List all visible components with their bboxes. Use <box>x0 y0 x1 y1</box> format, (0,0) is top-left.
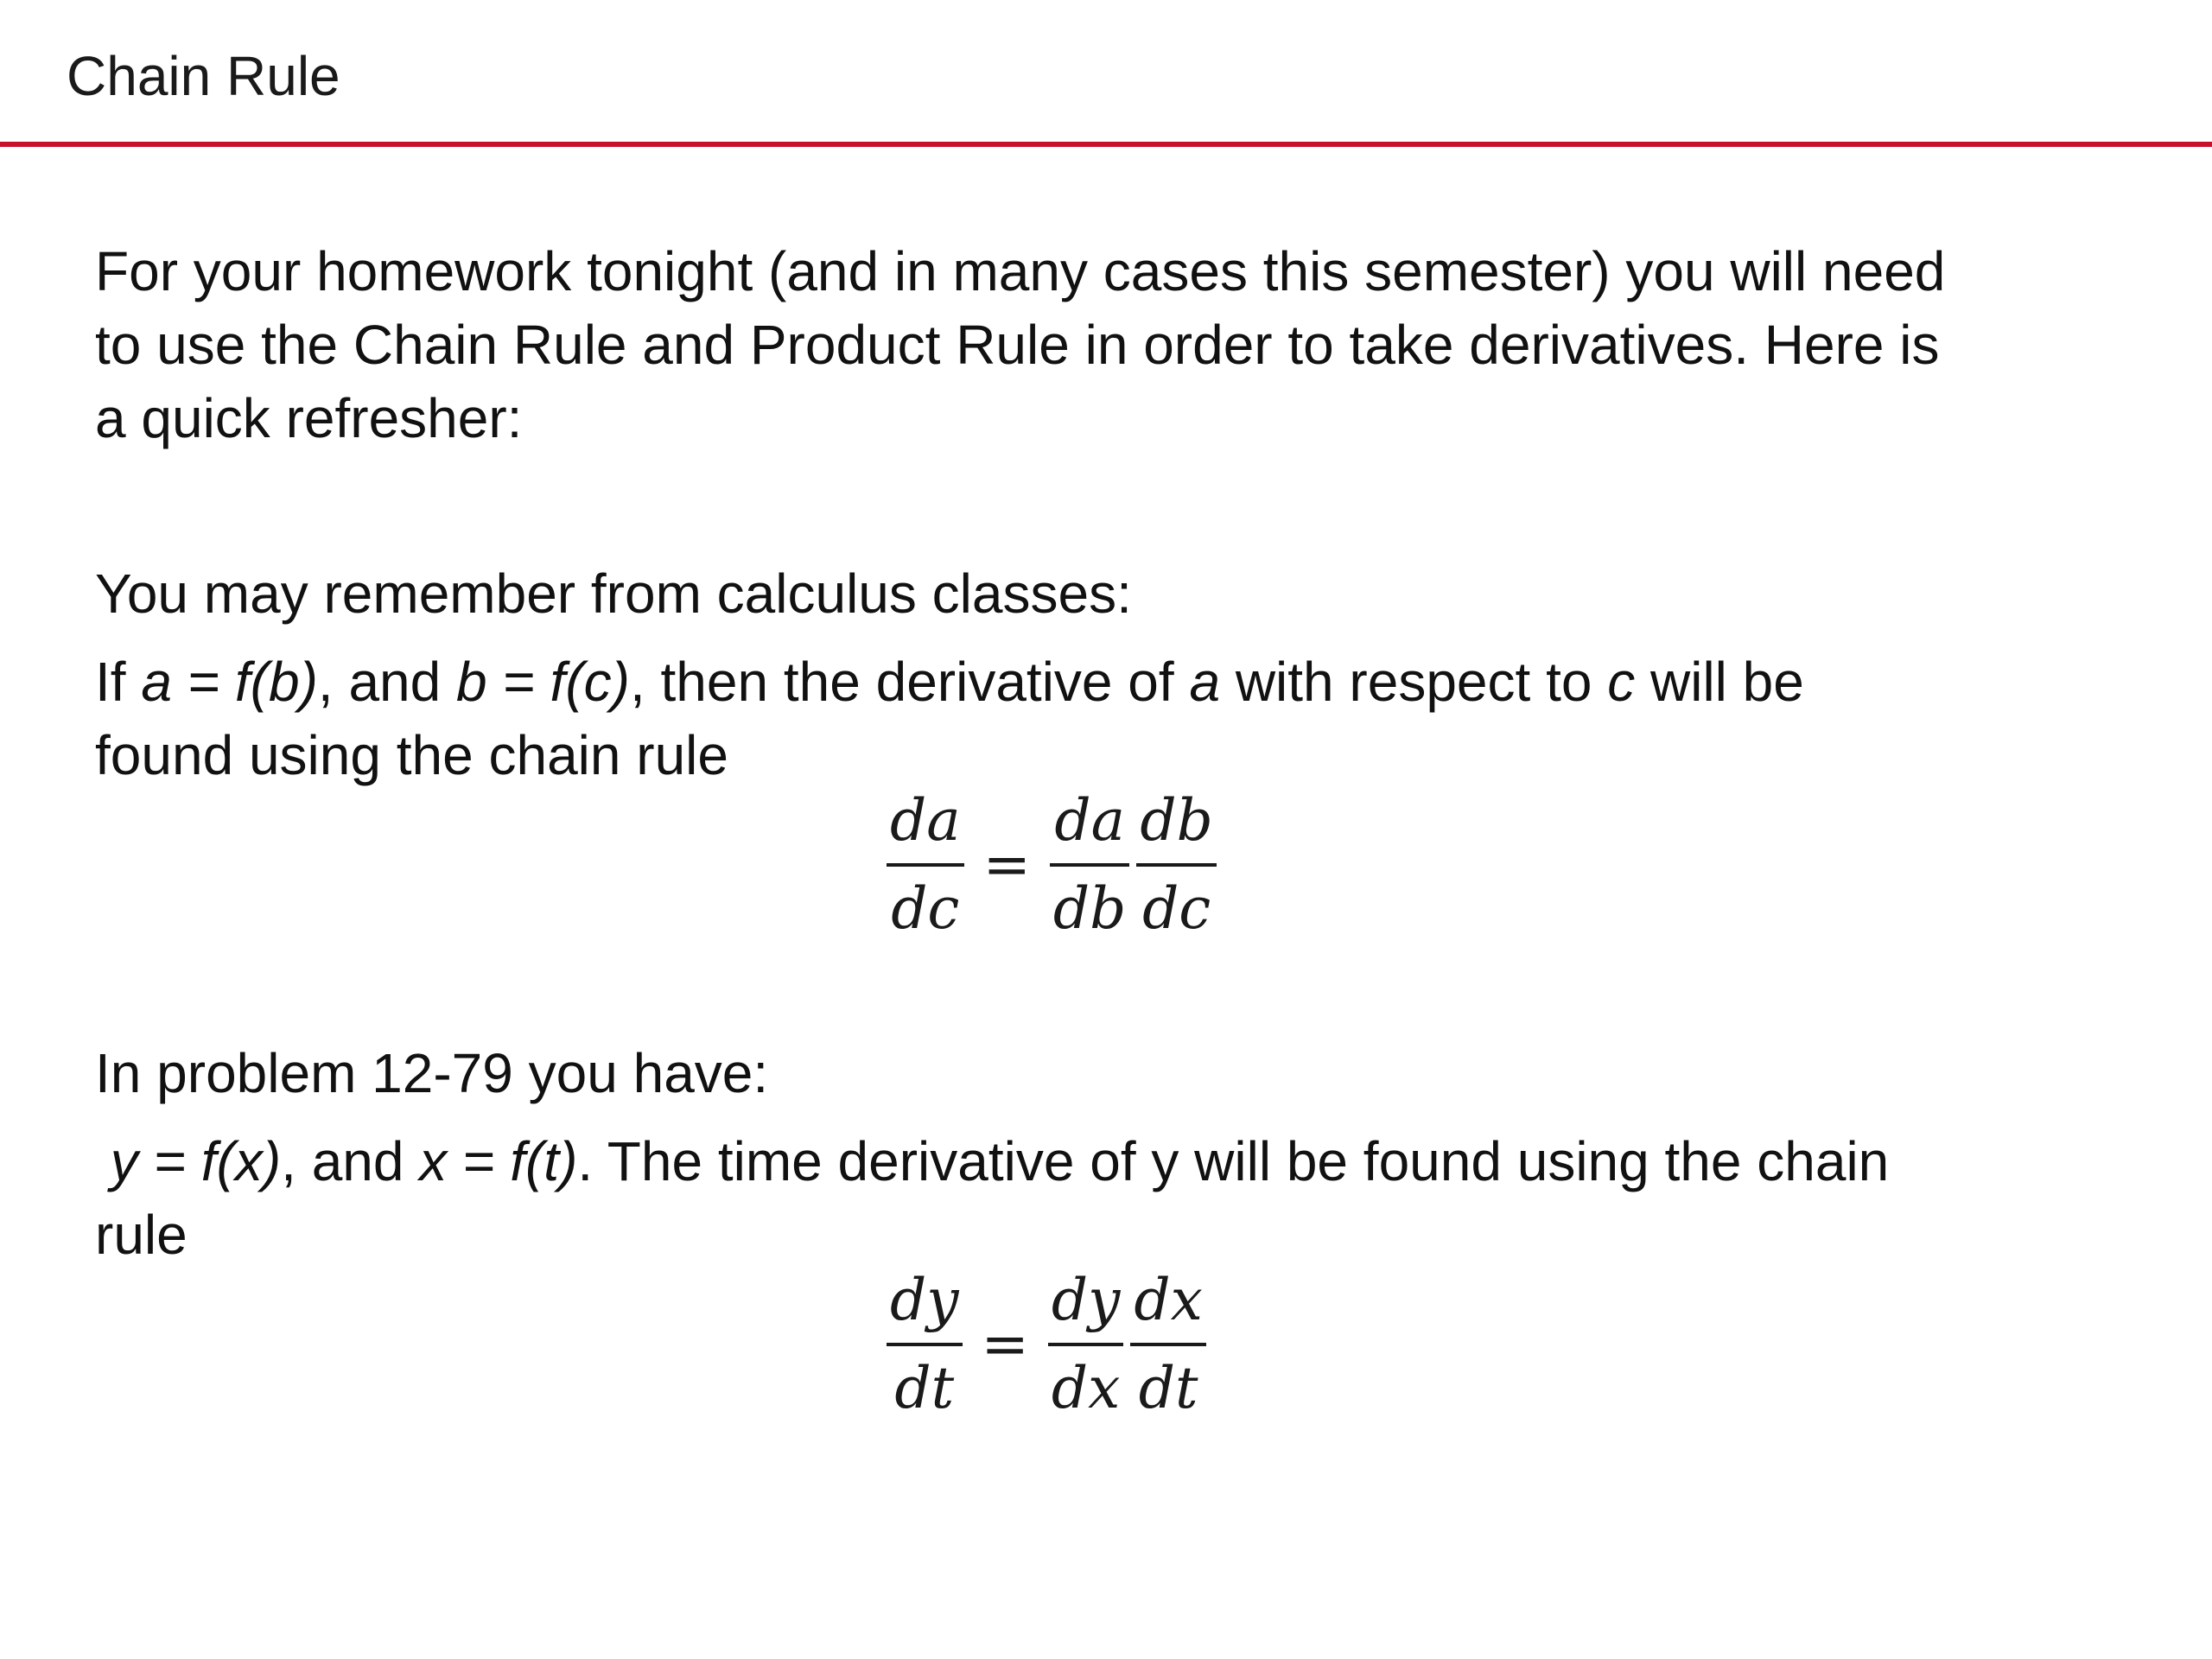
fraction-numerator: db <box>1140 787 1213 854</box>
fraction-bar <box>887 863 964 867</box>
calculus-expr-1: a = f(b) <box>141 651 318 713</box>
fraction-numerator: dy <box>890 1267 959 1333</box>
slide-title: Chain Rule <box>67 45 340 107</box>
calculus-statement <box>95 645 2082 719</box>
equals-sign: = <box>981 1311 1029 1377</box>
calculus-line-3: found using the chain rule <box>95 724 728 786</box>
chain-rule-equation-2 <box>883 1262 1210 1427</box>
calculus-and: , and <box>317 651 456 713</box>
fraction-dy-dt <box>887 1262 963 1427</box>
fraction-denominator: dc <box>891 875 960 942</box>
fraction-bar <box>1136 863 1217 867</box>
fraction-da-dc <box>887 782 964 948</box>
calculus-var-a: a <box>1189 651 1221 713</box>
calculus-then: , then the derivative of <box>629 651 1190 713</box>
problem-lead: In problem 12-79 you have: <box>95 1042 769 1104</box>
problem-expr-1: y = f(x) <box>110 1130 282 1192</box>
intro-paragraph <box>95 235 2082 455</box>
problem-paragraph <box>95 1037 2082 1272</box>
intro-line-1: For your homework tonight (and in many cases this semester) you will need <box>95 240 1946 302</box>
fraction-denominator: dx <box>1051 1355 1121 1421</box>
chain-rule-equation-1 <box>883 782 1220 948</box>
fraction-numerator: dx <box>1134 1267 1203 1333</box>
fraction-bar <box>1130 1343 1205 1346</box>
fraction-dx-dt <box>1130 1262 1205 1427</box>
fraction-denominator: db <box>1052 875 1127 942</box>
calculus-wrt: with respect to <box>1220 651 1608 713</box>
fraction-bar <box>1048 1343 1124 1346</box>
equals-sign: = <box>982 831 1031 898</box>
fraction-bar <box>887 1343 963 1346</box>
fraction-numerator: da <box>890 787 961 854</box>
fraction-denominator: dt <box>894 1355 955 1421</box>
fraction-da-db <box>1050 782 1130 948</box>
fraction-denominator: dc <box>1142 875 1211 942</box>
calculus-lead: You may remember from calculus classes: <box>95 563 1132 625</box>
problem-and: , and <box>281 1130 420 1192</box>
calculus-if: If <box>95 651 142 713</box>
fraction-numerator: dy <box>1051 1267 1121 1333</box>
problem-expr-2: x = f(t) <box>419 1130 578 1192</box>
problem-line-3: rule <box>95 1204 188 1266</box>
intro-line-2: to use the Chain Rule and Product Rule in order to take derivatives. Here is <box>95 314 1940 376</box>
calculus-will-be: will be <box>1635 651 1804 713</box>
fraction-db-dc <box>1136 782 1217 948</box>
fraction-bar <box>1050 863 1130 867</box>
intro-line-3: a quick refresher: <box>95 387 523 449</box>
calculus-var-c: c <box>1607 651 1636 713</box>
title-divider <box>0 142 2212 147</box>
problem-statement <box>95 1125 2082 1198</box>
fraction-denominator: dt <box>1138 1355 1198 1421</box>
fraction-numerator: da <box>1054 787 1125 854</box>
calculus-paragraph <box>95 557 2082 792</box>
problem-rest: . The time derivative of y will be found using the chain <box>577 1130 1890 1192</box>
fraction-dy-dx <box>1048 1262 1124 1427</box>
calculus-expr-2: b = f(c) <box>456 651 630 713</box>
